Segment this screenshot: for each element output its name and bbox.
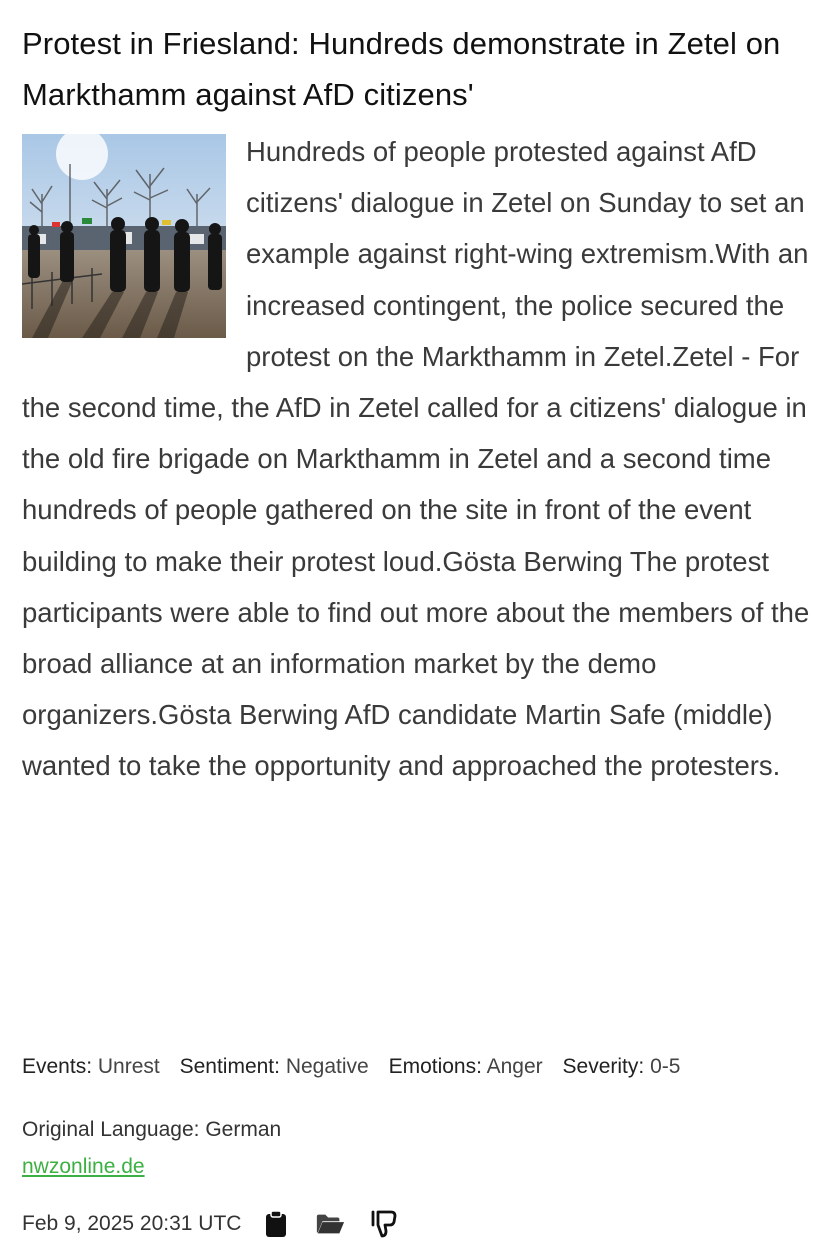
article-body: Hundreds of people protested against AfD citizens' dialogue in Zetel on Sunday to set an example against right-wing extremism.With an increased contingent, the police secured the protest on the Markthamm in Zetel.Zetel - For the second time, the AfD in Zetel called for a citizens' dialogue in the old fire brigade on Markthamm in Zetel and a second time hundreds of people gathered on the site in front of the event building to make their protest loud.Gösta Berwing The protest participants were able to find out more about the members of the broad alliance at an information market by the demo organizers.Gösta Berwing AfD candidate Martin Safe (middle) wanted to take the opportunity and approached the protesters. [22, 136, 810, 782]
original-language: Original Language: German [22, 1118, 282, 1141]
sentiment-meta: Sentiment: Negative [179, 1055, 369, 1078]
timestamp: Feb 9, 2025 20:31 UTC [22, 1212, 242, 1235]
article-thumbnail [22, 134, 226, 338]
severity-meta: Severity: 0-5 [562, 1055, 681, 1078]
source-link[interactable]: nwzonline.de [22, 1155, 145, 1178]
emotions-meta: Emotions: Anger [388, 1055, 543, 1078]
article-title: Protest in Friesland: Hundreds demonstrate in Zetel on Markthamm against AfD citizens' [22, 26, 781, 112]
metadata-row [22, 1055, 694, 1079]
events-meta: Events: Unrest [22, 1055, 160, 1078]
clipboard-icon[interactable] [261, 1209, 291, 1239]
card-footer [22, 1206, 423, 1242]
thumbs-down-icon[interactable] [369, 1209, 399, 1239]
folder-open-icon[interactable] [315, 1209, 345, 1239]
